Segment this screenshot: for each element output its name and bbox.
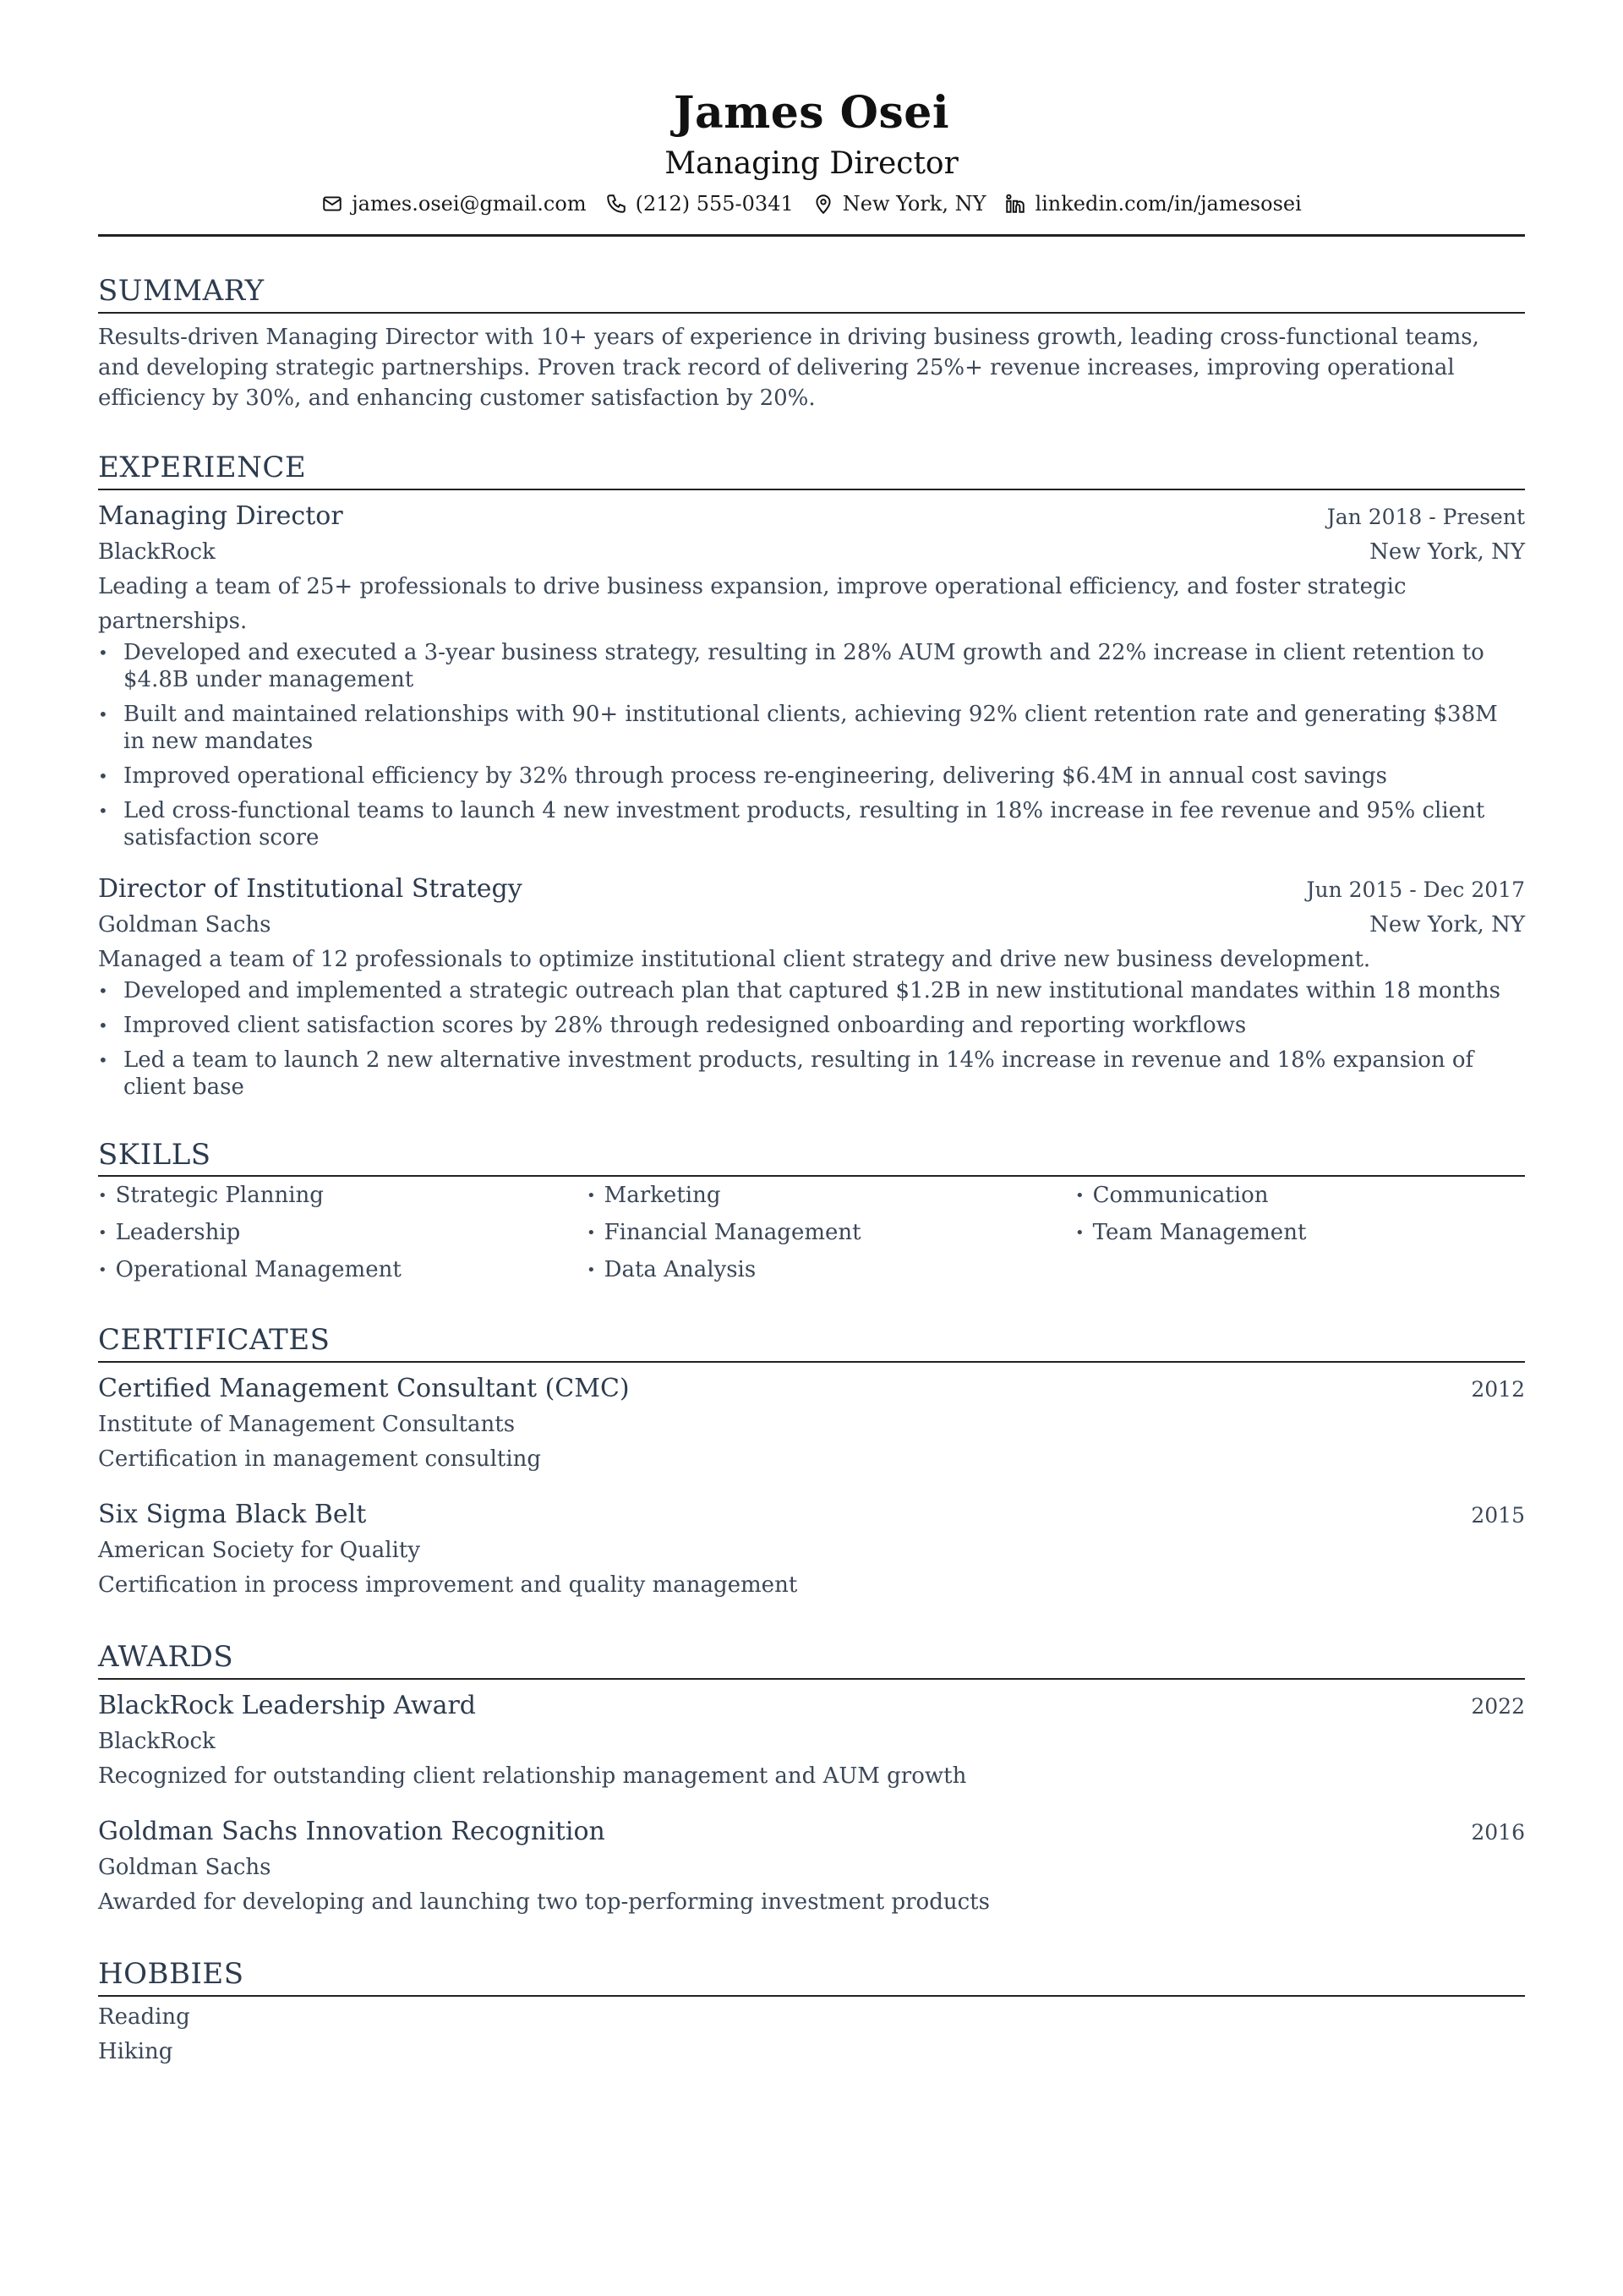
job-bullet: • Led cross-functional teams to launch 4 new investment products, resulting in 18% increase in fee revenue and 95% client satisfaction score: [98, 797, 1525, 851]
hobby-item: Hiking: [98, 2038, 173, 2064]
certificate-description: Certification in management consulting: [98, 1446, 542, 1473]
job-bullet: • Developed and executed a 3-year business strategy, resulting in 28% AUM growth and 22% increase in client retention to $4.8B under management: [98, 639, 1525, 693]
section-heading: CERTIFICATES: [98, 1323, 1525, 1363]
certificate-description: Certification in process improvement and quality management: [98, 1572, 798, 1599]
job-bullet: • Built and maintained relationships with 90+ institutional clients, achieving 92% client retention rate and generating $38M in new mandates: [98, 701, 1525, 755]
skill-item: • Marketing: [587, 1182, 1075, 1211]
phone-text: (212) 555-0341: [635, 191, 794, 216]
job-role: Managing Director: [98, 500, 343, 531]
linkedin-icon: [1004, 193, 1026, 215]
job-dates: Jan 2018 - Present: [1326, 504, 1525, 529]
job-description: Leading a team of 25+ professionals to drive business expansion, improve operational efficiency, and foster strategic partnerships.: [98, 573, 1407, 634]
job-company: BlackRock: [98, 538, 216, 565]
contact-bar: [98, 192, 1525, 216]
skill-item: • Data Analysis: [587, 1256, 1075, 1286]
section-heading: AWARDS: [98, 1640, 1525, 1680]
skills-grid: [98, 1182, 1525, 1286]
skill-item: • Financial Management: [587, 1219, 1075, 1249]
contact-location: [812, 192, 986, 216]
job-bullets: [98, 977, 1525, 1101]
skill-item: • Team Management: [1075, 1219, 1525, 1249]
map-pin-icon: [812, 193, 834, 215]
certificate-name: Certified Management Consultant (CMC): [98, 1374, 630, 1404]
job-location: New York, NY: [1369, 538, 1525, 565]
job-company: Goldman Sachs: [98, 911, 271, 938]
award-description: Awarded for developing and launching two top-performing investment products: [98, 1889, 990, 1915]
candidate-title: Managing Director: [664, 145, 959, 181]
hobbies-section: [98, 1957, 1525, 2069]
skills-section: [98, 1138, 1525, 1287]
job-dates: Jun 2015 - Dec 2017: [1306, 877, 1525, 902]
experience-entry: [98, 499, 1525, 851]
job-role: Director of Institutional Strategy: [98, 873, 522, 904]
skill-item: • Communication: [1075, 1182, 1525, 1211]
experience-entry: [98, 872, 1525, 1101]
section-heading: SKILLS: [98, 1138, 1525, 1178]
award-entry: [98, 1814, 1525, 1920]
certificate-entry: [98, 1497, 1525, 1603]
contact-phone[interactable]: [605, 192, 794, 216]
linkedin-text: linkedin.com/in/jamesosei: [1035, 191, 1302, 216]
location-text: New York, NY: [842, 191, 986, 216]
section-heading: HOBBIES: [98, 1957, 1525, 1997]
award-year: 2016: [1471, 1819, 1525, 1845]
envelope-icon: [321, 193, 343, 215]
job-description: Managed a team of 12 professionals to optimize institutional client strategy and drive new business development.: [98, 946, 1371, 972]
summary-section: [98, 274, 1525, 413]
award-year: 2022: [1471, 1693, 1525, 1719]
section-heading: SUMMARY: [98, 274, 1525, 314]
job-bullet: • Improved client satisfaction scores by 28% through redesigned onboarding and reporting workflows: [98, 1012, 1525, 1039]
candidate-name: James Osei: [673, 87, 950, 139]
certificate-year: 2015: [1471, 1503, 1525, 1528]
award-name: BlackRock Leadership Award: [98, 1690, 477, 1720]
hobby-item: Reading: [98, 2004, 190, 2030]
job-bullets: [98, 639, 1525, 851]
skill-item: • Operational Management: [98, 1256, 587, 1286]
resume-header: [98, 88, 1525, 237]
header-divider: [98, 234, 1525, 237]
certificate-issuer: Institute of Management Consultants: [98, 1412, 516, 1438]
contact-linkedin[interactable]: [1004, 192, 1301, 216]
section-heading: EXPERIENCE: [98, 451, 1525, 490]
email-text: james.osei@gmail.com: [352, 191, 587, 216]
certificate-entry: [98, 1371, 1525, 1477]
job-bullet: • Led a team to launch 2 new alternative investment products, resulting in 14% increase in revenue and 18% expansion of client base: [98, 1047, 1525, 1101]
award-issuer: BlackRock: [98, 1728, 216, 1754]
job-bullet: • Improved operational efficiency by 32% through process re-engineering, delivering $6.4M in annual cost savings: [98, 763, 1525, 790]
experience-section: [98, 451, 1525, 1101]
award-entry: [98, 1688, 1525, 1794]
phone-icon: [605, 193, 627, 215]
certificate-issuer: American Society for Quality: [98, 1538, 421, 1564]
contact-email[interactable]: [321, 192, 586, 216]
awards-section: [98, 1640, 1525, 1920]
summary-text: Results-driven Managing Director with 10+ years of experience in driving business growth, leading cross-functional teams, and developing strategic partnerships. Proven track record of delivering 25%+ revenue increases, improving operational efficiency by 30%, and enhancing customer satisfaction by 20%.: [98, 324, 1479, 411]
award-description: Recognized for outstanding client relationship management and AUM growth: [98, 1763, 967, 1789]
certificate-name: Six Sigma Black Belt: [98, 1500, 367, 1530]
certificate-year: 2012: [1471, 1377, 1525, 1402]
job-bullet: • Developed and implemented a strategic outreach plan that captured $1.2B in new institutional mandates within 18 months: [98, 977, 1525, 1004]
skill-item: • Strategic Planning: [98, 1182, 587, 1211]
skill-item: • Leadership: [98, 1219, 587, 1249]
award-name: Goldman Sachs Innovation Recognition: [98, 1816, 605, 1846]
award-issuer: Goldman Sachs: [98, 1854, 271, 1880]
certificates-section: [98, 1323, 1525, 1603]
job-location: New York, NY: [1369, 911, 1525, 938]
